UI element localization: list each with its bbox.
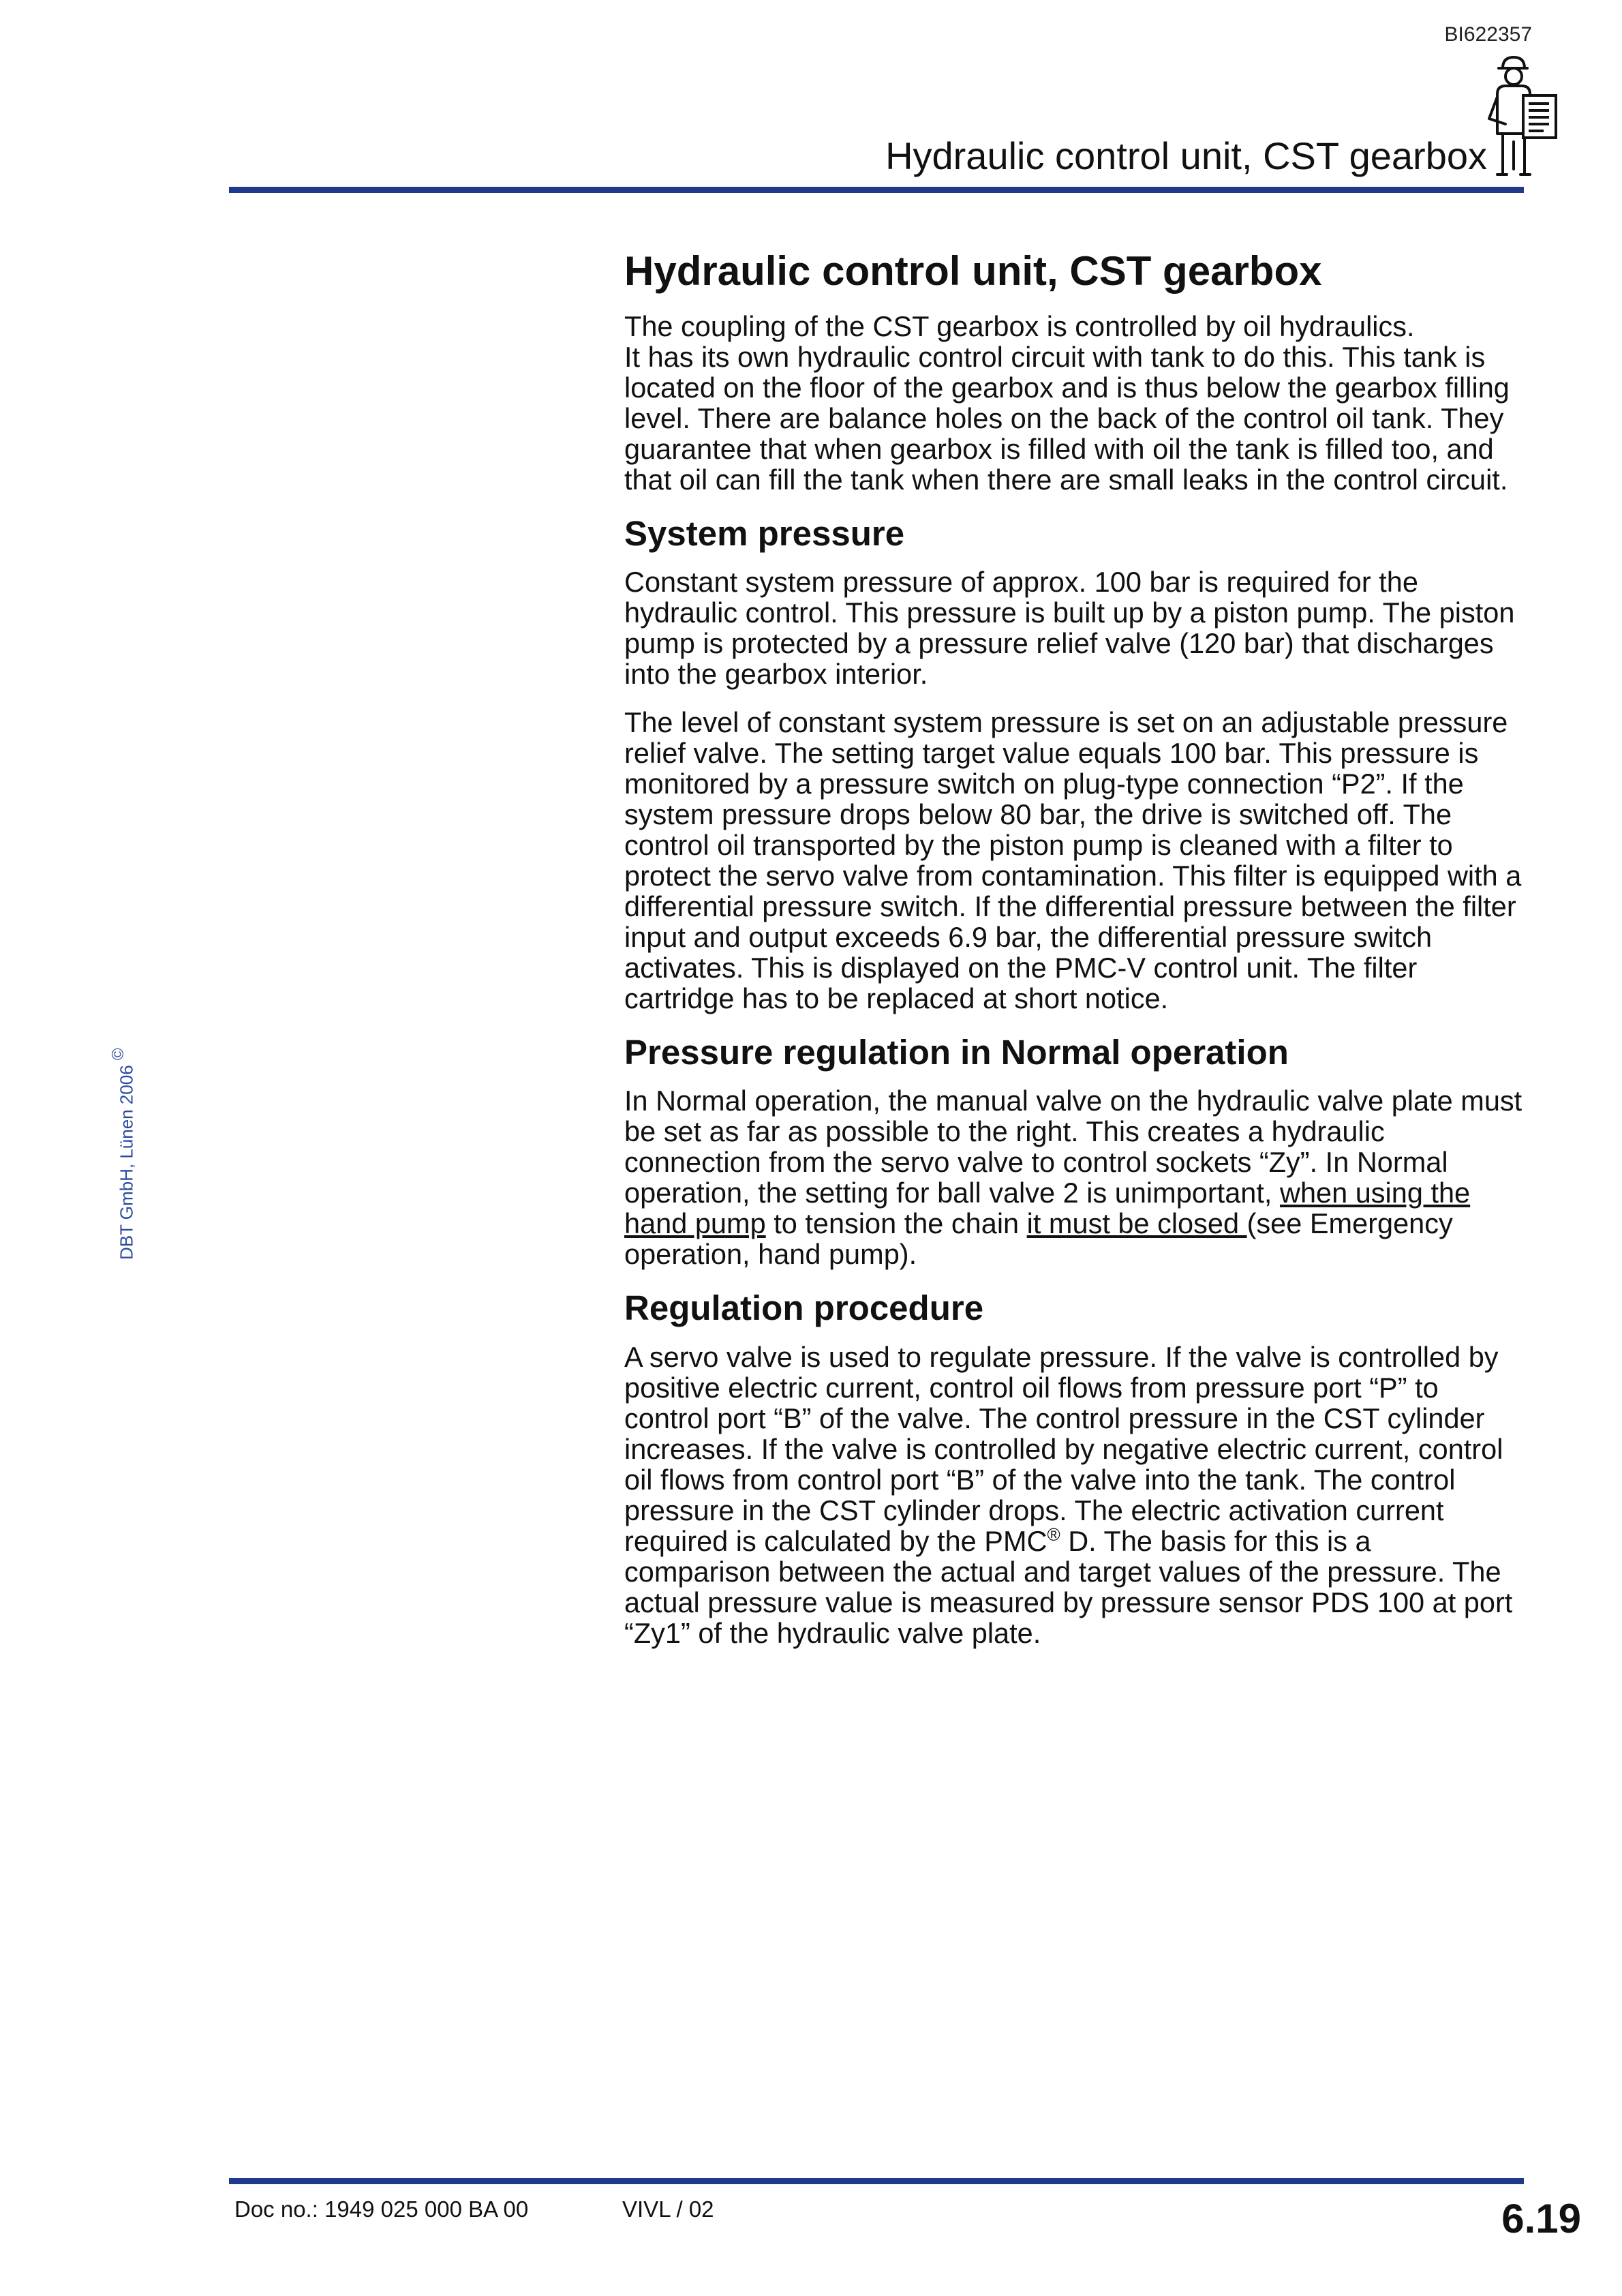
regulation-procedure-text-b: D. The basis for this is a comparison between the actual and target values of the pressure. The actual pressure value is measured by pressure sensor PDS 100 at port “Zy1” of the hydraulic valve plate. <box>624 1524 1513 1649</box>
pressure-regulation-text-c: (see Emergency operation, hand pump). <box>624 1207 1453 1271</box>
underlined-hand-pump: when using the hand pump <box>624 1177 1471 1240</box>
copyright-symbol: © <box>109 1048 127 1061</box>
section-heading-pressure-regulation: Pressure regulation in Normal operation <box>624 1033 1289 1072</box>
copyright-text: DBT GmbH, Lünen 2006 <box>116 1065 137 1260</box>
underlined-must-be-closed: it must be closed <box>1026 1207 1247 1240</box>
regulation-procedure-text-a: A servo valve is used to regulate pressure. If the valve is controlled by positive electric current, control oil flows from pressure port “P” to control port “B” of the valve. The control pressure in the CST cylinder increases. If the valve is controlled by negative electric current, control oil flows from control port “B” of the valve into the tank. The control pressure in the CST cylinder drops. The electric activation current required is calculated by the PMC <box>624 1340 1503 1557</box>
system-pressure-paragraph-2: The level of constant system pressure is set on an adjustable pressure relief valve. The setting target value equals 100 bar. This pressure is monitored by a pressure switch on plug-type connection “P2”. If the system pressure drops below 80 bar, the drive is switched off. The control oil transported by the piston pump is cleaned with a filter to protect the servo valve from contamination. This filter is equipped with a differential pressure switch. If the differential pressure between the filter input and output exceeds 6.9 bar, the differential pressure switch activates. This is displayed on the PMC-V control unit. The filter cartridge has to be replaced at short notice. <box>624 706 1522 1015</box>
footer-rule <box>229 2178 1524 2184</box>
intro-line-1: The coupling of the CST gearbox is controlled by oil hydraulics. <box>624 310 1415 342</box>
page-number: 6.19 <box>1501 2196 1581 2241</box>
section-heading-system-pressure: System pressure <box>624 514 905 553</box>
header-rule <box>229 187 1524 193</box>
pressure-regulation-text-b: to tension the chain <box>765 1207 1027 1240</box>
section-heading-regulation-procedure: Regulation procedure <box>624 1288 984 1328</box>
footer-doc-number: Doc no.: 1949 025 000 BA 00 <box>234 2196 529 2222</box>
system-pressure-paragraph-1: Constant system pressure of approx. 100 bar is required for the hydraulic control. This pressure is built up by a piston pump. The piston pump is protected by a pressure relief valve (120 bar) that discharges into the gearbox interior. <box>624 566 1515 691</box>
page-title: Hydraulic control unit, CST gearbox <box>624 248 1322 294</box>
mechanic-reading-manual-icon <box>1482 53 1561 179</box>
copyright-vertical <box>109 1048 138 1260</box>
pressure-regulation-text-a: In Normal operation, the manual valve on the hydraulic valve plate must be set as far as possible to the right. This creates a hydraulic connection from the servo valve to control sockets “Zy”. In Normal operation, the setting for ball valve 2 is unimportant, <box>624 1085 1522 1209</box>
document-id: BI622357 <box>1444 23 1532 46</box>
registered-mark: ® <box>1047 1524 1060 1545</box>
pressure-regulation-paragraph <box>624 1085 1524 1269</box>
regulation-procedure-paragraph <box>624 1342 1524 1648</box>
footer-version: VIVL / 02 <box>622 2196 714 2222</box>
intro-paragraph <box>624 311 1524 495</box>
main-content <box>624 247 1524 1666</box>
header-title: Hydraulic control unit, CST gearbox <box>885 134 1487 177</box>
intro-rest: It has its own hydraulic control circuit with tank to do this. This tank is located on the floor of the gearbox and is thus below the gearbox filling level. There are balance holes on the back of the control oil tank. They guarantee that when gearbox is filled with oil the tank is filled too, and that oil can fill the tank when there are small leaks in the control circuit. <box>624 341 1510 496</box>
